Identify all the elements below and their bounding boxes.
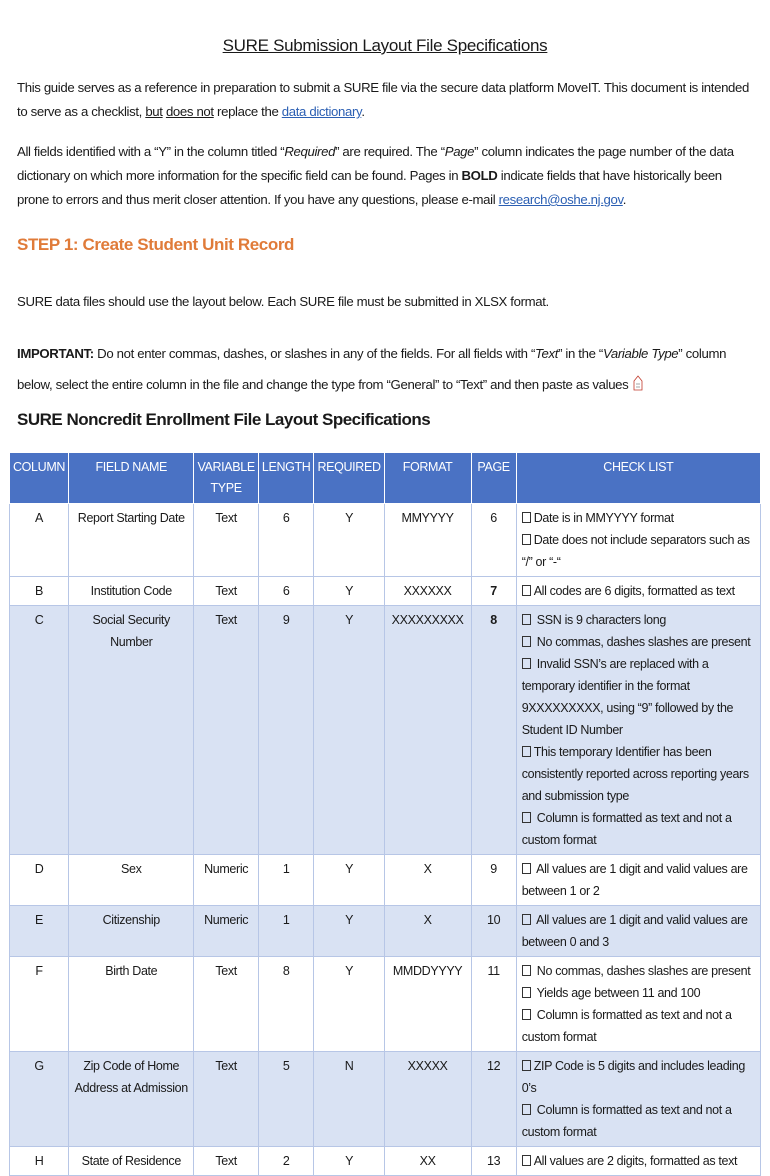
field-name-cell: Social Security Number — [69, 606, 194, 855]
checklist-item-text: Date does not include separators such as “/” or “-“ — [521, 533, 750, 569]
variable-type-cell: Text — [194, 1052, 258, 1147]
intro-text: . — [622, 192, 627, 207]
length-cell: 1 — [258, 906, 314, 957]
intro-text: . — [361, 104, 365, 119]
intro-paragraph-1 — [17, 76, 757, 124]
checklist-item — [522, 1055, 757, 1099]
checkbox-icon[interactable] — [522, 1155, 531, 1166]
page-cell: 11 — [471, 957, 516, 1052]
intro-text: This guide serves as a reference in preparation to submit a SURE file via the secure data platform MoveIT. This document is intended to serve as a checklist, — [17, 80, 750, 119]
checklist-item — [522, 609, 757, 631]
data-dictionary-link[interactable]: data dictionary — [281, 104, 362, 119]
checklist-item — [522, 858, 757, 902]
checklist-item — [522, 960, 757, 982]
format-cell: MMDDYYYY — [384, 957, 471, 1052]
length-cell: 5 — [258, 1052, 314, 1147]
checklist-item — [522, 1004, 757, 1048]
field-name-cell: Zip Code of Home Address at Admission — [69, 1052, 194, 1147]
table-row — [10, 906, 761, 957]
checklist-item — [522, 1099, 757, 1143]
format-cell: XXXXXXXXX — [384, 606, 471, 855]
checklist-item-text: All values are 1 digit and valid values are between 0 and 3 — [521, 913, 748, 949]
table-body — [10, 504, 761, 1176]
length-cell: 2 — [258, 1147, 314, 1176]
layout-spec-table — [9, 452, 761, 1176]
checklist-item-text: SSN is 9 characters long — [533, 613, 666, 627]
important-note — [17, 338, 757, 400]
checkbox-icon[interactable] — [522, 512, 531, 523]
checklist-cell — [516, 1052, 760, 1147]
page-cell: 10 — [471, 906, 516, 957]
required-cell: Y — [314, 1147, 384, 1176]
column-header: REQUIRED — [314, 453, 384, 504]
underlined-does-not: does not — [165, 104, 214, 119]
page-cell: 12 — [471, 1052, 516, 1147]
table-row — [10, 504, 761, 577]
checkbox-icon[interactable] — [522, 987, 531, 998]
checklist-cell — [516, 577, 760, 606]
field-name-cell: Institution Code — [69, 577, 194, 606]
field-name-cell: Report Starting Date — [69, 504, 194, 577]
column-letter-cell: A — [10, 504, 69, 577]
intro-text: replace the — [213, 104, 282, 119]
column-letter-cell: G — [10, 1052, 69, 1147]
variable-type-cell: Text — [194, 577, 258, 606]
table-row — [10, 606, 761, 855]
column-header: PAGE — [471, 453, 516, 504]
page-cell: 7 — [471, 577, 516, 606]
checklist-item-text: No commas, dashes slashes are present — [533, 964, 751, 978]
checklist-item — [522, 507, 757, 529]
required-cell: Y — [314, 957, 384, 1052]
checkbox-icon[interactable] — [522, 1009, 531, 1020]
checkbox-icon[interactable] — [522, 636, 531, 647]
format-cell: MMYYYY — [384, 504, 471, 577]
checklist-item-text: This temporary Identifier has been consistently reported across reporting years and submission type — [521, 745, 749, 803]
checklist-item-text: ZIP Code is 5 digits and includes leading 0’s — [521, 1059, 745, 1095]
field-name-cell: Sex — [69, 855, 194, 906]
bold-word: BOLD — [461, 168, 498, 183]
checklist-item-text: Invalid SSN’s are replaced with a temporary identifier in the format 9XXXXXXXXX, using “9” followed by the Student ID Number — [521, 657, 734, 737]
important-label: IMPORTANT: — [17, 346, 94, 361]
length-cell: 8 — [258, 957, 314, 1052]
table-row — [10, 957, 761, 1052]
section-title: SURE Noncredit Enrollment File Layout Specifications — [17, 410, 431, 429]
checkbox-icon[interactable] — [522, 1060, 531, 1071]
column-header: CHECK LIST — [516, 453, 760, 504]
field-name-cell: Citizenship — [69, 906, 194, 957]
column-header: VARIABLE TYPE — [194, 453, 258, 504]
table-header-row — [10, 453, 761, 504]
variable-type-cell: Numeric — [194, 855, 258, 906]
checklist-cell — [516, 957, 760, 1052]
page-cell: 6 — [471, 504, 516, 577]
table-row — [10, 1147, 761, 1176]
intro-text: ” are required. The “ — [335, 144, 445, 159]
format-cell: X — [384, 906, 471, 957]
step-1-heading: STEP 1: Create Student Unit Record — [17, 235, 295, 254]
checkbox-icon[interactable] — [522, 534, 531, 545]
required-cell: Y — [314, 606, 384, 855]
checklist-item-text: All codes are 6 digits, formatted as text — [533, 584, 735, 598]
page-title: SURE Submission Layout File Specifications — [222, 36, 548, 55]
column-header: FORMAT — [384, 453, 471, 504]
checklist-item-text: Date is in MMYYYY format — [533, 511, 674, 525]
checkbox-icon[interactable] — [522, 746, 531, 757]
checkbox-icon[interactable] — [522, 658, 531, 669]
variable-type-cell: Text — [194, 606, 258, 855]
checklist-cell — [516, 855, 760, 906]
variable-type-word: Variable Type — [602, 346, 679, 361]
format-cell: XXXXX — [384, 1052, 471, 1147]
format-cell: X — [384, 855, 471, 906]
checklist-item — [522, 982, 757, 1004]
page-cell: 8 — [471, 606, 516, 855]
page-cell: 9 — [471, 855, 516, 906]
page-cell: 13 — [471, 1147, 516, 1176]
column-header: FIELD NAME — [69, 453, 194, 504]
checklist-item — [522, 631, 757, 653]
checklist-item-text: No commas, dashes slashes are present — [533, 635, 751, 649]
column-letter-cell: H — [10, 1147, 69, 1176]
email-link[interactable]: research@oshe.nj.gov — [498, 192, 623, 207]
checkbox-icon[interactable] — [522, 812, 531, 823]
page-word: Page — [444, 144, 475, 159]
required-cell: Y — [314, 906, 384, 957]
field-name-cell: State of Residence — [69, 1147, 194, 1176]
checklist-item-text: Column is formatted as text and not a custom format — [521, 811, 732, 847]
attachment-icon[interactable] — [632, 371, 644, 387]
length-cell: 1 — [258, 855, 314, 906]
checklist-item — [522, 653, 757, 741]
checklist-cell — [516, 906, 760, 957]
length-cell: 6 — [258, 504, 314, 577]
variable-type-cell: Text — [194, 957, 258, 1052]
required-cell: Y — [314, 504, 384, 577]
column-header: COLUMN — [10, 453, 69, 504]
required-word: Required — [284, 144, 336, 159]
checklist-cell — [516, 1147, 760, 1176]
column-letter-cell: F — [10, 957, 69, 1052]
variable-type-cell: Text — [194, 504, 258, 577]
intro-text: ” column indicates the page number of the data dictionary on which more information for the specific field can be found. Pages in — [17, 144, 734, 183]
checkbox-icon[interactable] — [522, 1104, 531, 1115]
intro-text: All fields identified with a “Y” in the column titled “ — [17, 144, 285, 159]
length-cell: 6 — [258, 577, 314, 606]
column-letter-cell: C — [10, 606, 69, 855]
important-text: ” in the “ — [558, 346, 603, 361]
checklist-item — [522, 807, 757, 851]
checklist-item — [522, 580, 757, 602]
important-text: Do not enter commas, dashes, or slashes in any of the fields. For all fields with “ — [93, 346, 536, 361]
checklist-item-text: Yields age between 11 and 100 — [533, 986, 701, 1000]
checkbox-icon[interactable] — [522, 585, 531, 596]
column-letter-cell: B — [10, 577, 69, 606]
checklist-item-text: Column is formatted as text and not a custom format — [521, 1008, 732, 1044]
format-note: SURE data files should use the layout below. Each SURE file must be submitted in XLSX format. — [17, 294, 549, 309]
important-text: ” column below, select the entire column in the file and change the type from “General” to “Text” and then paste as values — [17, 346, 727, 392]
required-cell: Y — [314, 577, 384, 606]
checkbox-icon[interactable] — [522, 965, 531, 976]
intro-paragraph-2 — [17, 140, 757, 212]
checklist-item-text: All values are 1 digit and valid values are between 1 or 2 — [521, 862, 748, 898]
column-letter-cell: D — [10, 855, 69, 906]
intro-text: indicate fields that have historically been prone to errors and thus merit closer attention. If you have any questions, please e-mail — [17, 168, 722, 207]
column-letter-cell: E — [10, 906, 69, 957]
format-cell: XX — [384, 1147, 471, 1176]
checklist-cell — [516, 606, 760, 855]
table-row — [10, 1052, 761, 1147]
variable-type-cell: Text — [194, 1147, 258, 1176]
checklist-cell — [516, 504, 760, 577]
checkbox-icon[interactable] — [522, 863, 531, 874]
format-cell: XXXXXX — [384, 577, 471, 606]
checkbox-icon[interactable] — [522, 914, 531, 925]
table-row — [10, 855, 761, 906]
column-header: LENGTH — [258, 453, 314, 504]
checklist-item-text: Column is formatted as text and not a custom format — [521, 1103, 732, 1139]
required-cell: Y — [314, 855, 384, 906]
length-cell: 9 — [258, 606, 314, 855]
checklist-item-text: All values are 2 digits, formatted as text — [533, 1154, 738, 1168]
checklist-item — [522, 741, 757, 807]
checklist-item — [522, 529, 757, 573]
text-word: Text — [535, 346, 559, 361]
table-row — [10, 577, 761, 606]
checklist-item — [522, 1150, 757, 1172]
checklist-item — [522, 909, 757, 953]
checkbox-icon[interactable] — [522, 614, 531, 625]
variable-type-cell: Numeric — [194, 906, 258, 957]
underlined-but: but — [145, 104, 163, 119]
required-cell: N — [314, 1052, 384, 1147]
field-name-cell: Birth Date — [69, 957, 194, 1052]
